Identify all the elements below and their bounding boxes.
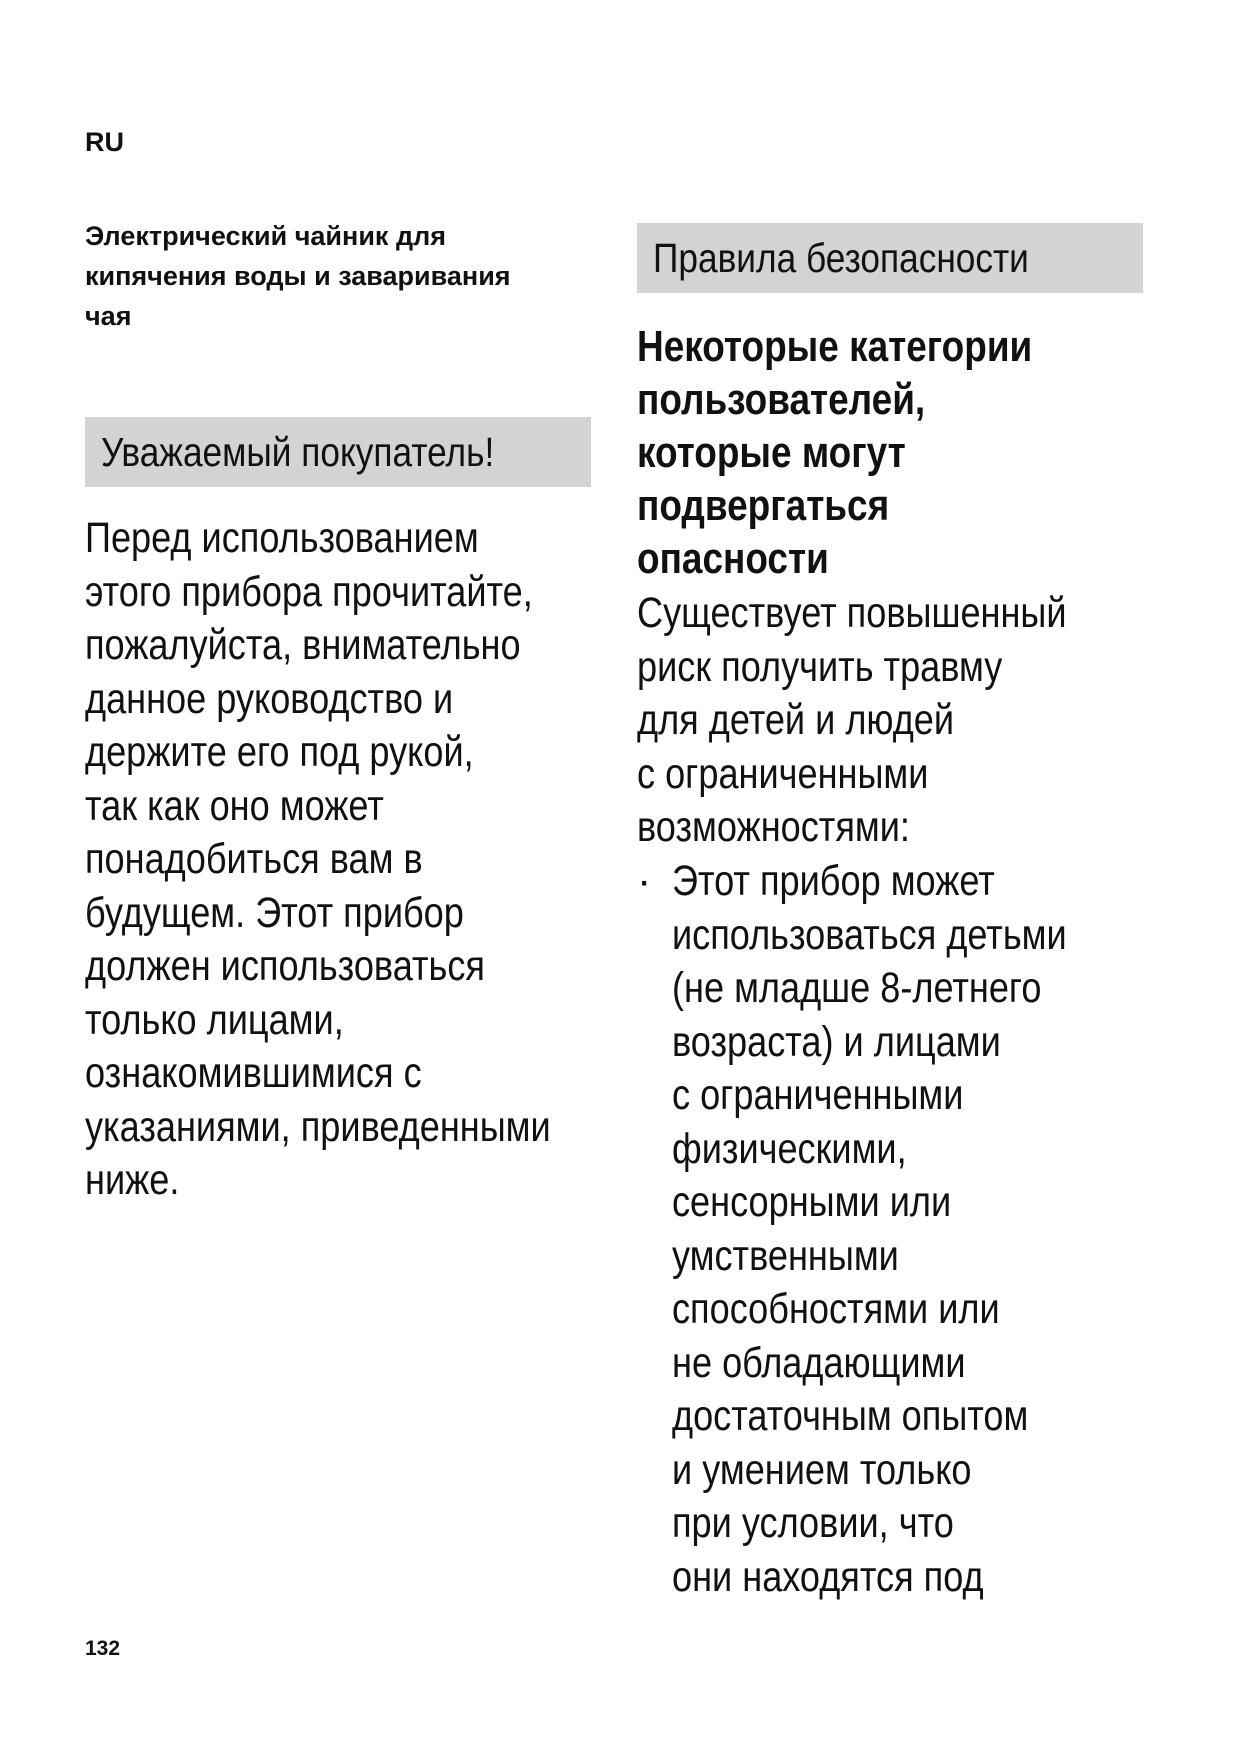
page-number: 132 — [85, 1637, 121, 1660]
bullet-marker: · — [637, 857, 652, 905]
risk-intro-paragraph-text: Существует повышенный риск получить травму для детей и людей с ограниченными возможностями: — [637, 589, 1067, 851]
risk-intro-paragraph — [637, 587, 1197, 855]
at-risk-users-heading-text: Некоторые категории пользователей, которые могут подвергаться опасности — [637, 322, 1033, 583]
intro-paragraph-text: Перед использованием этого прибора прочитайте, пожалуйста, внимательно данное руководство и держите его под рукой, так как оно может понадобиться вам в будущем. Этот прибор должен использоваться только лицами, ознакомившимися с указаниями, приведенными ниже. — [85, 514, 551, 1204]
section-header-safety-rules — [637, 223, 1143, 293]
at-risk-users-heading — [637, 320, 1197, 585]
bullet-item-text-wrapper — [672, 855, 1212, 1604]
section-header-dear-customer — [85, 417, 591, 487]
section-header-safety-rules-label: Правила безопасности — [653, 235, 1029, 281]
document-title: Электрический чайник для кипячения воды и заваривания чая — [85, 221, 511, 331]
language-code: RU — [85, 127, 124, 157]
section-header-dear-customer-label: Уважаемый покупатель! — [101, 429, 495, 475]
bullet-item-text: Этот прибор может использоваться детьми (не младше 8-летнего возраста) и лицами с ограниченными физическими, сенсорными или умственными способностями или не обладающими достаточным опытом и умением только при условии, что они находятся под — [672, 857, 1067, 1601]
intro-paragraph — [85, 512, 645, 1208]
